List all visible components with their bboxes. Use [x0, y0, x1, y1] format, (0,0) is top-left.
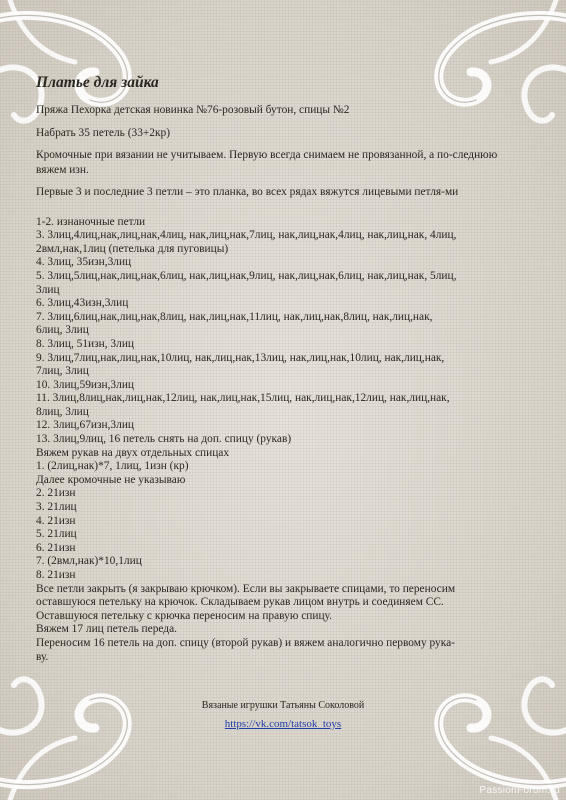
instruction-line: Далее кромочные не указываю [36, 473, 186, 486]
vk-link[interactable]: https://vk.com/tatsok_toys [224, 718, 342, 730]
instruction-line: Переносим 16 петель на доп. спицу (второй рукав) и вяжем аналогично первому рука- [36, 636, 455, 649]
instruction-line: 2. 21изн [36, 487, 76, 500]
instruction-line: 12. 3лиц,67изн,3лиц [36, 419, 135, 432]
paragraph-edge-stitches: Кромочные при вязании не учитываем. Первую всегда снимаем не провязанной, а по-следнюю вяжем изн. [36, 149, 498, 176]
instruction-line: 4. 3лиц, 35изн,3лиц [36, 256, 132, 269]
instruction-line: Оставшуюся петельку с крючка переносим на правую спицу. [36, 609, 332, 622]
footer-credit: Вязаные игрушки Татьяны Соколовой [201, 700, 365, 711]
instruction-line: 1. (2лиц,нак)*7, 1лиц, 1изн (кр) [36, 460, 189, 473]
instruction-line: 5. 3лиц,5лиц,нак,лиц,нак,6лиц, нак,лиц,нак,9лиц, нак,лиц,нак,6лиц, нак,лиц,нак, 5лиц, [36, 269, 457, 282]
instruction-line: 9. 3лиц,7лиц,нак,лиц,нак,10лиц, нак,лиц,нак,13лиц, нак,лиц,нак,10лиц, нак,лиц,нак, [36, 351, 445, 364]
instruction-line: Все петли закрыть (я закрываю крючком). Если вы закрываете спицами, то переносим [36, 582, 456, 595]
instruction-line: 6. 3лиц,43изн,3лиц [36, 297, 129, 310]
instruction-line: 7лиц, 3лиц [36, 365, 89, 378]
instruction-line: Вяжем 17 лиц петель переда. [36, 623, 177, 636]
instruction-line: 13. 3лиц,9лиц, 16 петель снять на доп. спицу (рукав) [36, 433, 292, 446]
watermark: PassionForum.ru [479, 785, 560, 796]
instruction-line: 6лиц, 3лиц [36, 324, 89, 337]
instruction-line: 7. 3лиц,6лиц,нак,лиц,нак,8лиц, нак,лиц,нак,11лиц, нак,лиц,нак,8лиц, нак,лиц,нак, [36, 310, 433, 323]
instruction-line: 2вмл,нак,1лиц (петелька для пуговицы) [36, 242, 229, 255]
instruction-line: 8лиц, 3лиц [36, 405, 89, 418]
instruction-line: Вяжем рукав на двух отдельных спицах [36, 446, 230, 459]
instruction-line: ву. [36, 650, 49, 663]
paragraph-yarn: Пряжа Пехорка детская новинка №76-розовый бутон, спицы №2 [36, 104, 350, 116]
instruction-line: 8. 21изн [36, 569, 76, 581]
instruction-line: 8. 3лиц, 51изн, 3лиц [36, 337, 135, 350]
document-title: Платье для зайка [36, 74, 159, 91]
instruction-lines [36, 202, 528, 664]
instruction-line: 6. 21изн [36, 541, 76, 554]
document-body [36, 74, 528, 664]
instruction-line: 7. (2вмл,нак)*10,1лиц [36, 555, 142, 568]
instruction-line: оставшуюся петельку на крючок. Складываем рукав лицом внутрь и соединяем СС. [36, 596, 444, 609]
instruction-line: 1-2. изнаночные петли [36, 215, 146, 228]
instruction-line: 3лиц [36, 283, 60, 296]
instruction-line: 11. 3лиц,8лиц,нак,лиц,нак,12лиц, нак,лиц,нак,15лиц, нак,лиц,нак,12лиц, нак,лиц,нак, [36, 392, 450, 405]
instruction-line [36, 202, 528, 216]
instruction-line: 5. 21лиц [36, 528, 77, 541]
instruction-line: 3. 21лиц [36, 501, 77, 514]
paragraph-placket: Первые 3 и последние 3 петли – это планка, во всех рядах вяжутся лицевыми петля-ми [36, 186, 459, 199]
paragraph-cast-on: Набрать 35 петель (33+2кр) [36, 126, 171, 139]
instruction-line: 10. 3лиц,59изн,3лиц [36, 378, 135, 391]
instruction-line: 3. 3лиц,4лиц,нак,лиц,нак,4лиц, нак,лиц,нак,7лиц, нак,лиц,нак,4лиц, нак,лиц,нак, 4лиц, [36, 229, 457, 242]
instruction-line: 4. 21изн [36, 514, 76, 527]
